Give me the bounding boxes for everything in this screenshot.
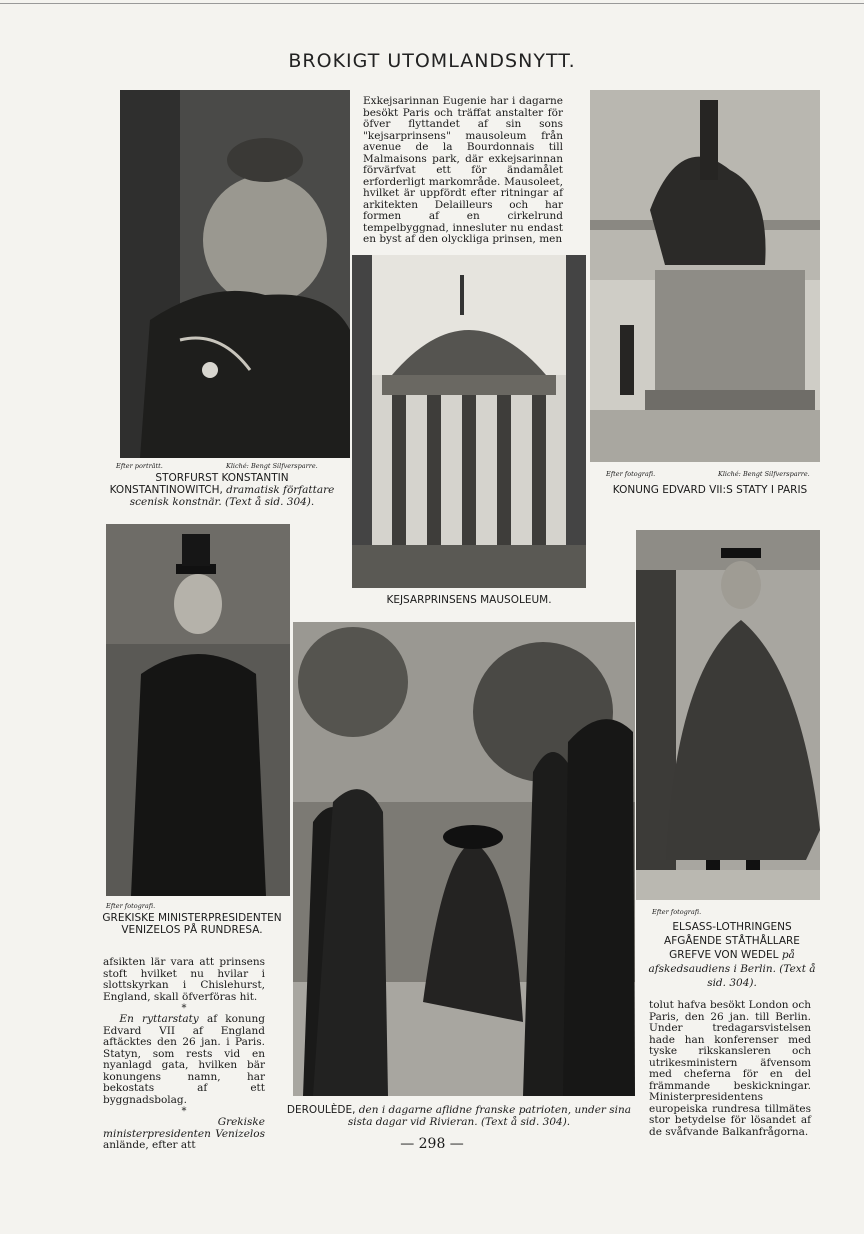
photo6-caption: [644, 920, 820, 990]
left-text-p1: afsikten lär vara att prinsens stoft hvilket nu hvilar i slottskyrkan i Chislehurst, England, skall öfverföras hit.: [103, 956, 265, 1003]
left-column-text: [103, 957, 265, 1152]
left-text-p3-lead: Grekiske ministerpresidenten Venizelos: [103, 1116, 265, 1140]
left-text-p2: [103, 1014, 265, 1106]
photo4-credit: Efter fotografi.: [106, 902, 156, 910]
photo3-caption: KONUNG EDVARD VII:S STATY I PARIS: [612, 484, 808, 496]
left-text-p3-body: anlände, efter att: [103, 1139, 196, 1151]
photo1-caption: [106, 472, 338, 508]
photo3-credit-left: Efter fotografi.: [606, 470, 656, 478]
photo6-caption-name: ELSASS-LOTHRINGENS AFGÅENDE STÅTHÅLLARE GREFVE VON WEDEL: [664, 921, 800, 961]
left-text-p2-lead: En ryttarstaty: [119, 1013, 199, 1025]
page-number: — 298 —: [400, 1136, 464, 1152]
photo6-credit: Efter fotografi.: [652, 908, 702, 916]
deroulede-photo: [293, 622, 635, 1096]
photo6-caption-desc: på afskedsaudiens i Berlin. (Text å sid. 304).: [648, 949, 816, 989]
right-column-text: tolut hafva besökt London och Paris, den 26 jan. till Berlin. Under tredagarsvistelsen hade han konferenser med tyske rikskansleren och utrikesministern äfvensom med cheferna för en del främmande beskickningar. Ministerpresidentens europeiska rundresa tillmätes stor betydelse för lösandet af de svåfvande Balkanfrågorna.: [649, 999, 811, 1138]
mausoleum-article-text: Exkejsarinnan Eugenie har i dagarne besökt Paris och träffat anstalter för öfver flyttandet af sin sons "kejsarprinsens" mausoleum från avenue de la Bourdonnais till Malmaisons park, där exkejsarinnan förvärfvat ett för ändamålet erforderligt markområde. Mausoleet, hvilket är uppfördt efter ritningar af arkitekten Delailleurs och har formen af en cirkelrund tempelbyggnad, innesluter nu endast en byst af den olyckliga prinsen, men: [363, 95, 563, 245]
photo1-credit-right: Kliché: Bengt Silfversparre.: [226, 462, 318, 470]
page-title: BROKIGT UTOMLANDSNYTT.: [288, 50, 576, 72]
photo5-caption-desc: den i dagarne aflidne franske patrioten, under sina sista dagar vid Rivieran. (Text å sid. 304).: [347, 1104, 632, 1128]
venizelos-photo: [106, 524, 290, 896]
photo5-caption: [283, 1104, 635, 1128]
photo1-caption-desc: dramatisk författare scenisk konstnär. (Text å sid. 304).: [129, 484, 335, 508]
photo1-credit-left: Efter porträtt.: [116, 462, 163, 470]
photo3-credit-right: Kliché: Bengt Silfversparre.: [718, 470, 810, 478]
photo2-caption: KEJSARPRINSENS MAUSOLEUM.: [386, 594, 552, 606]
photo5-caption-name: DEROULÈDE,: [286, 1104, 356, 1116]
photo1-caption-name: STORFURST KONSTANTIN KONSTANTINOWITCH,: [109, 472, 289, 496]
separator-star-1: *: [181, 1003, 187, 1014]
edvard-statue-photo: [590, 90, 820, 462]
von-wedel-photo: [636, 530, 820, 900]
portrait-photo-konstantin: [120, 90, 350, 458]
mausoleum-photo: [352, 255, 586, 588]
left-text-p2-body: af konung Edvard VII af England aftäcktes den 26 jan. i Paris. Statyn, som rests vid en nyanlagd gata, hvilken bär konungens namn, har bekostats af ett byggnadsbolag.: [103, 1013, 265, 1106]
separator-star-2: *: [181, 1106, 187, 1117]
photo4-caption: GREKISKE MINISTERPRESIDENTEN VENIZELOS PÅ RUNDRESA.: [102, 912, 282, 936]
top-rule: [0, 3, 864, 4]
